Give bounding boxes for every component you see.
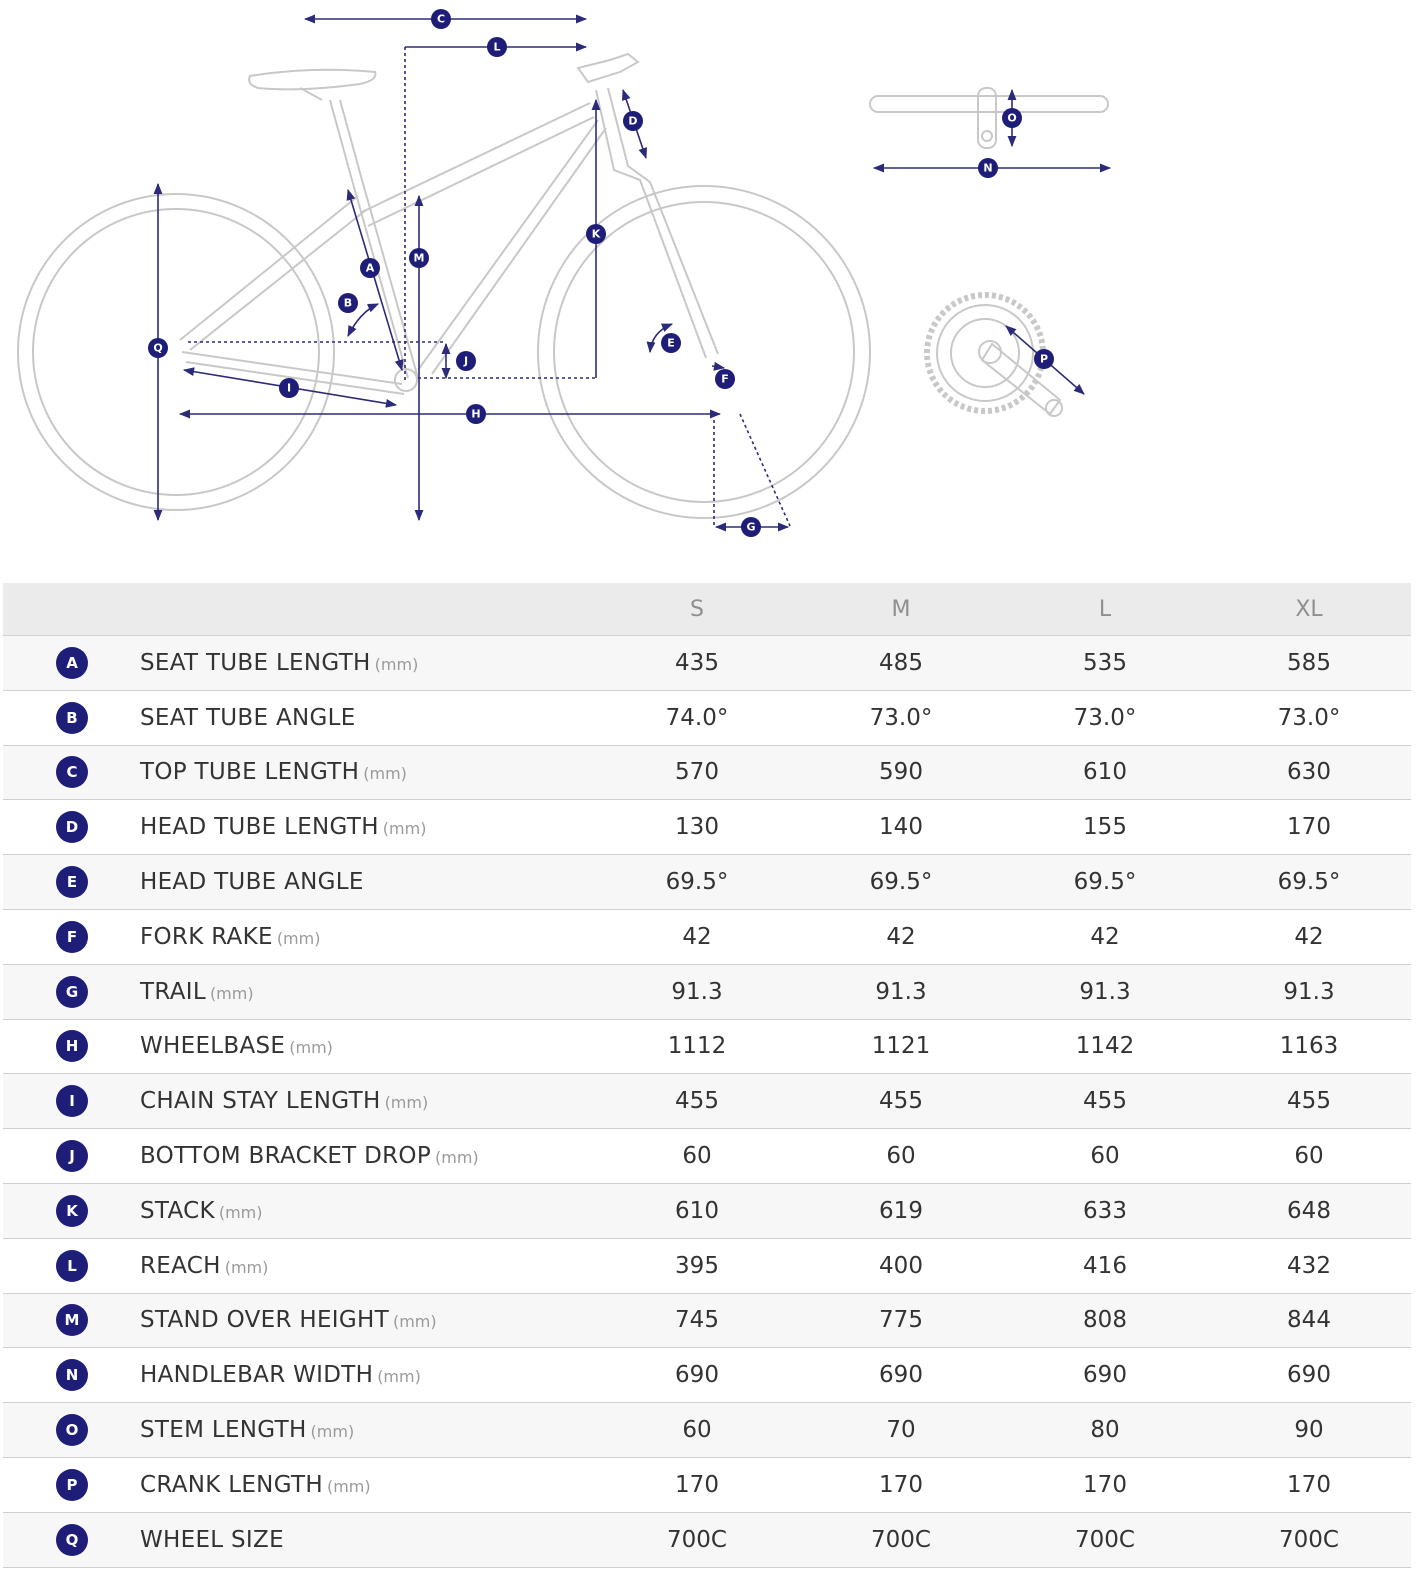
value-cell-m: 619 [799, 1183, 1003, 1238]
value-cell-l: 455 [1003, 1074, 1207, 1129]
value-cell-xl: 69.5° [1207, 855, 1411, 910]
measurement-name: STACK [140, 1197, 215, 1224]
measurement-unit: (mm) [209, 983, 254, 1003]
value-cell-m: 1121 [799, 1019, 1003, 1074]
value-cell-m: 400 [799, 1238, 1003, 1293]
measurement-unit: (mm) [310, 1422, 355, 1442]
value-cell-xl: 700C [1207, 1512, 1411, 1567]
measurement-unit: (mm) [289, 1038, 333, 1058]
rear-wheel [18, 194, 334, 510]
value-cell-m: 70 [799, 1403, 1003, 1458]
diagram-label-d [623, 111, 643, 131]
measurement-name-cell [140, 1019, 595, 1074]
table-row [3, 1512, 1411, 1567]
value-cell-s: 130 [595, 800, 799, 855]
value-cell-xl: 585 [1207, 636, 1411, 691]
table-row [3, 1348, 1411, 1403]
svg-text:J: J [463, 354, 469, 368]
row-letter-badge: C [56, 756, 88, 788]
value-cell-xl: 170 [1207, 800, 1411, 855]
value-cell-s: 170 [595, 1457, 799, 1512]
measurement-unit: (mm) [218, 1202, 263, 1222]
measurement-name-cell [140, 855, 595, 910]
value-cell-xl: 42 [1207, 909, 1411, 964]
badge-cell [3, 745, 140, 800]
value-cell-s: 74.0° [595, 690, 799, 745]
value-cell-m: 60 [799, 1129, 1003, 1184]
value-cell-s: 395 [595, 1238, 799, 1293]
value-cell-l: 170 [1003, 1457, 1207, 1512]
row-letter-badge: L [56, 1250, 88, 1282]
handlebar-detail [870, 88, 1108, 148]
measurement-name: HANDLEBAR WIDTH [140, 1362, 374, 1389]
header-size-l: L [1003, 583, 1207, 636]
measurement-unit: (mm) [363, 764, 407, 784]
svg-text:Q: Q [153, 341, 163, 355]
row-letter-badge: A [56, 647, 88, 679]
value-cell-xl: 432 [1207, 1238, 1411, 1293]
diagram-label-p [1034, 349, 1054, 369]
table-row [3, 1403, 1411, 1458]
measurement-name: HEAD TUBE LENGTH [140, 814, 379, 841]
row-letter-badge: G [56, 976, 88, 1008]
diagram-label-f [715, 369, 735, 389]
measurement-name-cell [140, 1074, 595, 1129]
row-letter-badge: M [56, 1304, 88, 1336]
value-cell-m: 455 [799, 1074, 1003, 1129]
measurement-name-cell [140, 690, 595, 745]
measurement-name-cell [140, 1129, 595, 1184]
value-cell-m: 485 [799, 636, 1003, 691]
svg-text:M: M [413, 251, 425, 265]
badge-cell [3, 1512, 140, 1567]
table-row [3, 636, 1411, 691]
measurement-name: STAND OVER HEIGHT [140, 1307, 389, 1334]
value-cell-m: 91.3 [799, 964, 1003, 1019]
badge-cell [3, 636, 140, 691]
measurement-name: SEAT TUBE ANGLE [140, 704, 356, 731]
table-row [3, 1019, 1411, 1074]
value-cell-l: 610 [1003, 745, 1207, 800]
header-blank [140, 583, 595, 636]
diagram-label-m [409, 248, 429, 268]
measurement-name-cell [140, 636, 595, 691]
value-cell-s: 700C [595, 1512, 799, 1567]
measurement-unit: (mm) [374, 654, 419, 674]
measurement-unit: (mm) [392, 1312, 437, 1332]
badge-cell [3, 1183, 140, 1238]
bike-geometry-diagram [0, 0, 1416, 580]
badge-cell [3, 909, 140, 964]
badge-cell [3, 690, 140, 745]
diagram-label-j [456, 351, 476, 371]
svg-text:E: E [667, 336, 675, 350]
value-cell-xl: 648 [1207, 1183, 1411, 1238]
table-row [3, 855, 1411, 910]
value-cell-s: 455 [595, 1074, 799, 1129]
badge-cell [3, 800, 140, 855]
value-cell-s: 69.5° [595, 855, 799, 910]
value-cell-m: 69.5° [799, 855, 1003, 910]
svg-text:B: B [343, 296, 353, 310]
value-cell-l: 416 [1003, 1238, 1207, 1293]
value-cell-s: 745 [595, 1293, 799, 1348]
measurement-name-cell [140, 909, 595, 964]
diagram-label-o [1002, 108, 1022, 128]
value-cell-l: 535 [1003, 636, 1207, 691]
table-header-row [3, 583, 1411, 636]
value-cell-l: 80 [1003, 1403, 1207, 1458]
value-cell-m: 775 [799, 1293, 1003, 1348]
row-letter-badge: P [56, 1469, 88, 1501]
diagram-label-g [741, 517, 761, 537]
value-cell-l: 42 [1003, 909, 1207, 964]
row-letter-badge: I [56, 1085, 88, 1117]
value-cell-s: 42 [595, 909, 799, 964]
svg-text:I: I [286, 381, 292, 395]
measurement-unit: (mm) [384, 1093, 429, 1113]
measurement-name: STEM LENGTH [140, 1417, 307, 1444]
measurement-name: TRAIL [140, 978, 206, 1005]
row-letter-badge: K [56, 1195, 88, 1227]
table-row [3, 964, 1411, 1019]
badge-cell [3, 1348, 140, 1403]
value-cell-m: 590 [799, 745, 1003, 800]
value-cell-l: 1142 [1003, 1019, 1207, 1074]
measurement-name-cell [140, 1238, 595, 1293]
measurement-name: CRANK LENGTH [140, 1471, 323, 1498]
diagram-label-b [338, 293, 358, 313]
header-size-s: S [595, 583, 799, 636]
header-size-xl: XL [1207, 583, 1411, 636]
measurement-name: WHEEL SIZE [140, 1526, 284, 1553]
value-cell-xl: 844 [1207, 1293, 1411, 1348]
value-cell-xl: 455 [1207, 1074, 1411, 1129]
diagram-label-i [279, 378, 299, 398]
value-cell-s: 690 [595, 1348, 799, 1403]
measurement-name-cell [140, 745, 595, 800]
measurement-name-cell [140, 964, 595, 1019]
value-cell-l: 69.5° [1003, 855, 1207, 910]
value-cell-l: 60 [1003, 1129, 1207, 1184]
measurement-name-cell [140, 1293, 595, 1348]
row-letter-badge: O [56, 1414, 88, 1446]
row-letter-badge: B [56, 702, 88, 734]
diagram-label-n [978, 158, 998, 178]
svg-text:K: K [591, 227, 601, 241]
value-cell-m: 73.0° [799, 690, 1003, 745]
value-cell-m: 170 [799, 1457, 1003, 1512]
dimension-labels [148, 9, 1054, 537]
badge-cell [3, 1238, 140, 1293]
table-row [3, 909, 1411, 964]
measurement-unit: (mm) [377, 1367, 421, 1387]
diagram-label-q [148, 338, 168, 358]
svg-text:L: L [493, 40, 501, 54]
table-row [3, 1293, 1411, 1348]
value-cell-l: 700C [1003, 1512, 1207, 1567]
badge-cell [3, 1403, 140, 1458]
measurement-name-cell [140, 800, 595, 855]
value-cell-xl: 90 [1207, 1403, 1411, 1458]
diagram-label-l [487, 37, 507, 57]
measurement-name-cell [140, 1183, 595, 1238]
measurement-unit: (mm) [435, 1148, 479, 1168]
value-cell-xl: 1163 [1207, 1019, 1411, 1074]
measurement-name-cell [140, 1403, 595, 1458]
measurement-unit: (mm) [382, 819, 427, 839]
row-letter-badge: F [56, 921, 88, 953]
measurement-name: FORK RAKE [140, 923, 273, 950]
diagram-label-a [360, 258, 380, 278]
table-row [3, 1238, 1411, 1293]
diagram-label-c [431, 9, 451, 29]
value-cell-xl: 60 [1207, 1129, 1411, 1184]
value-cell-xl: 91.3 [1207, 964, 1411, 1019]
measurement-unit: (mm) [276, 928, 321, 948]
measurement-name-cell [140, 1348, 595, 1403]
value-cell-xl: 630 [1207, 745, 1411, 800]
value-cell-s: 60 [595, 1129, 799, 1184]
svg-text:N: N [983, 161, 993, 175]
measurement-name: SEAT TUBE LENGTH [140, 649, 371, 676]
geometry-table [3, 583, 1411, 1568]
row-letter-badge: E [56, 866, 88, 898]
table-row [3, 690, 1411, 745]
value-cell-s: 60 [595, 1403, 799, 1458]
table-row [3, 800, 1411, 855]
badge-cell [3, 1019, 140, 1074]
measurement-name: BOTTOM BRACKET DROP [140, 1143, 431, 1170]
measurement-name: REACH [140, 1252, 221, 1279]
value-cell-m: 42 [799, 909, 1003, 964]
table-row [3, 1129, 1411, 1184]
svg-text:H: H [471, 407, 481, 421]
row-letter-badge: Q [56, 1524, 88, 1556]
measurement-name: CHAIN STAY LENGTH [140, 1088, 381, 1115]
value-cell-s: 1112 [595, 1019, 799, 1074]
row-letter-badge: J [56, 1140, 88, 1172]
value-cell-xl: 73.0° [1207, 690, 1411, 745]
value-cell-xl: 170 [1207, 1457, 1411, 1512]
measurement-name: TOP TUBE LENGTH [140, 759, 360, 786]
value-cell-l: 690 [1003, 1348, 1207, 1403]
svg-text:C: C [436, 12, 446, 26]
value-cell-l: 808 [1003, 1293, 1207, 1348]
value-cell-s: 91.3 [595, 964, 799, 1019]
value-cell-xl: 690 [1207, 1348, 1411, 1403]
table-row [3, 745, 1411, 800]
svg-text:P: P [1039, 352, 1049, 366]
diagram-label-e [661, 333, 681, 353]
value-cell-l: 633 [1003, 1183, 1207, 1238]
diagram-label-k [586, 224, 606, 244]
svg-text:G: G [746, 520, 756, 534]
diagram-label-h [466, 404, 486, 424]
badge-cell [3, 1129, 140, 1184]
value-cell-m: 700C [799, 1512, 1003, 1567]
table-row [3, 1183, 1411, 1238]
badge-cell [3, 855, 140, 910]
value-cell-m: 690 [799, 1348, 1003, 1403]
table-row [3, 1074, 1411, 1129]
value-cell-l: 73.0° [1003, 690, 1207, 745]
value-cell-m: 140 [799, 800, 1003, 855]
badge-cell [3, 1457, 140, 1512]
row-letter-badge: H [56, 1030, 88, 1062]
measurement-name: WHEELBASE [140, 1033, 286, 1060]
badge-cell [3, 1293, 140, 1348]
value-cell-s: 570 [595, 745, 799, 800]
badge-cell [3, 964, 140, 1019]
measurement-name-cell [140, 1457, 595, 1512]
value-cell-l: 91.3 [1003, 964, 1207, 1019]
svg-text:O: O [1007, 111, 1017, 125]
bike-frame-outline [18, 54, 870, 518]
value-cell-l: 155 [1003, 800, 1207, 855]
measurement-name-cell [140, 1512, 595, 1567]
badge-cell [3, 1074, 140, 1129]
svg-text:D: D [628, 114, 638, 128]
row-letter-badge: D [56, 811, 88, 843]
value-cell-s: 610 [595, 1183, 799, 1238]
table-row [3, 1457, 1411, 1512]
row-letter-badge: N [56, 1359, 88, 1391]
svg-text:F: F [721, 372, 729, 386]
svg-text:A: A [365, 261, 375, 275]
header-size-m: M [799, 583, 1003, 636]
measurement-name: HEAD TUBE ANGLE [140, 869, 364, 896]
header-blank [3, 583, 140, 636]
value-cell-s: 435 [595, 636, 799, 691]
measurement-unit: (mm) [224, 1257, 269, 1277]
measurement-unit: (mm) [326, 1476, 371, 1496]
